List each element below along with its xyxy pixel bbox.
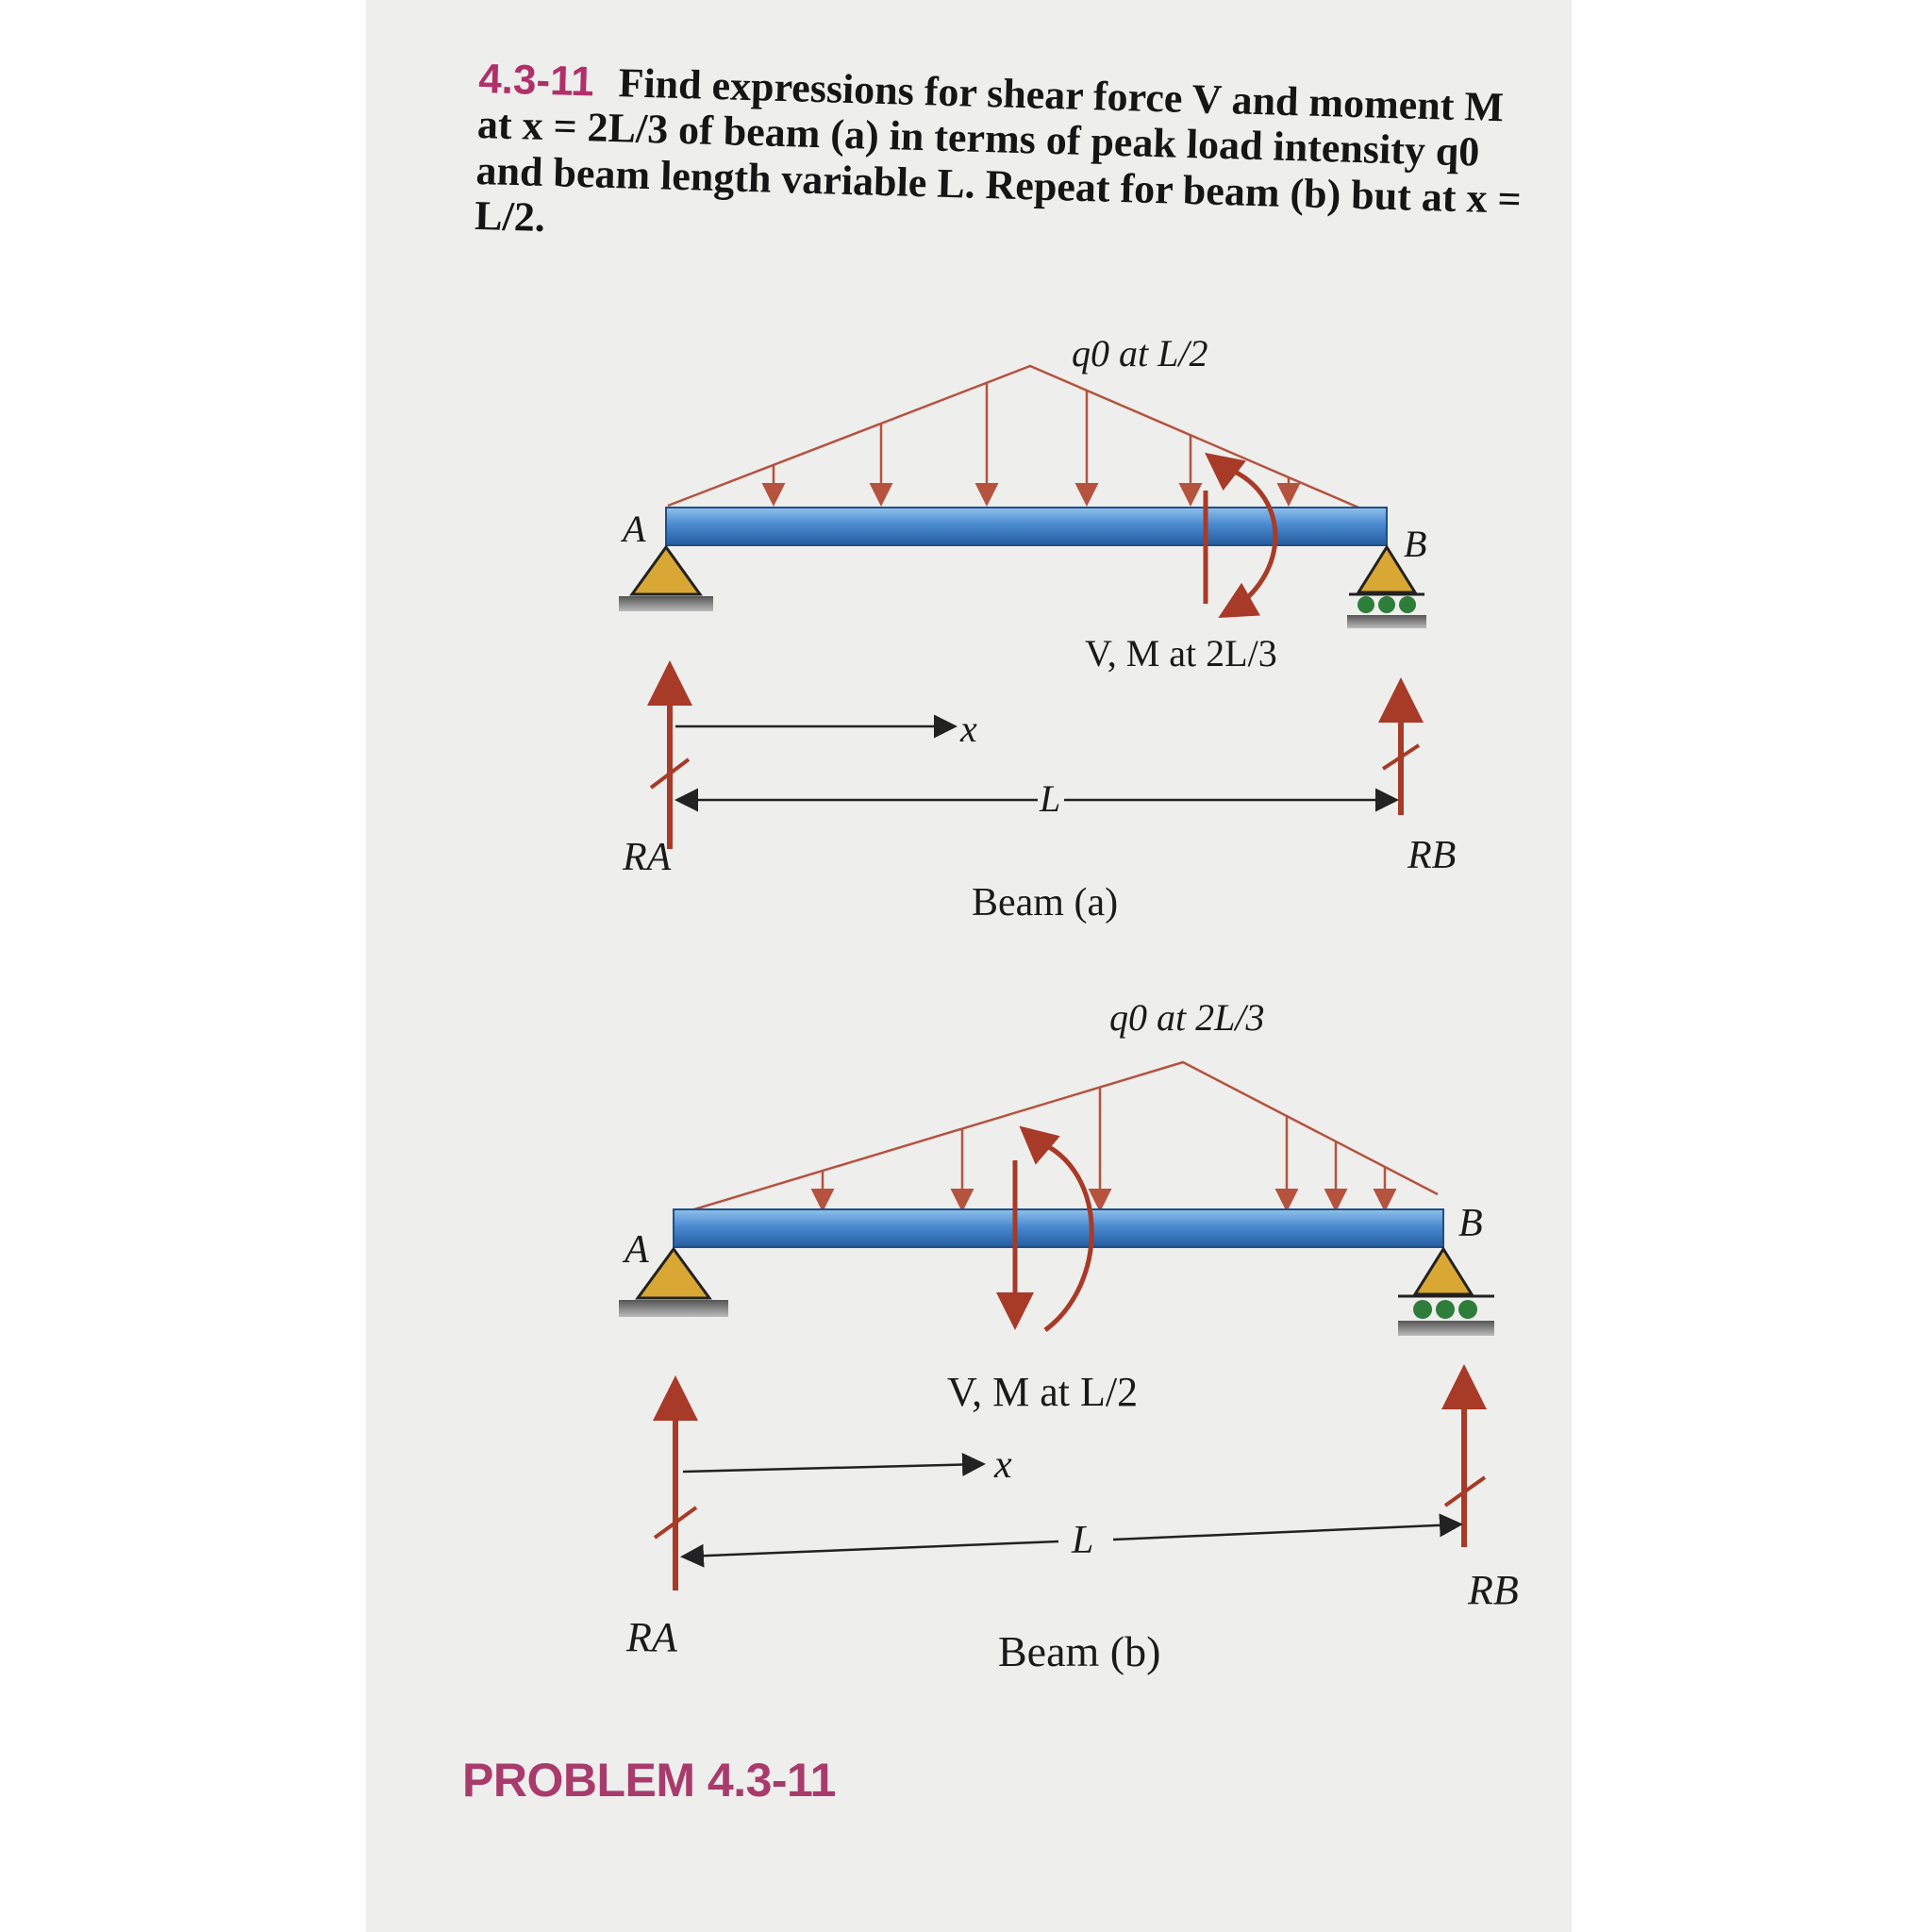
beam-a-x-label: x (960, 708, 977, 750)
beam-a-support-a-label: A (623, 508, 646, 550)
beam-b-support-b-label: B (1458, 1202, 1483, 1245)
beam-a (666, 508, 1387, 545)
beam-b-x-arrow (683, 1464, 981, 1472)
beam-b-section-label: V, M at L/2 (947, 1369, 1139, 1415)
beam-a-length-label: L (1040, 777, 1061, 820)
beam-b-reaction-a-label: RA (626, 1614, 677, 1660)
beam-b-x-label: x (994, 1443, 1012, 1487)
beam-a-figure (619, 332, 1456, 924)
beam-a-section-label: V, M at 2L/3 (1085, 632, 1277, 675)
beam-b-support-a-label: A (625, 1228, 649, 1272)
beam-a-reaction-arrows (651, 672, 1419, 849)
beam-a-pin-support (619, 547, 713, 611)
beam-b-peak-label: q0 at 2L/3 (1109, 996, 1265, 1039)
beam-b-reaction-b-label: RB (1468, 1567, 1519, 1613)
beam-a-peak-label: q0 at L/2 (1072, 332, 1208, 375)
problem-footer-label: PROBLEM 4.3-11 (462, 1754, 836, 1807)
problem-number: 4.3-11 (477, 56, 595, 106)
beam-b-load-envelope (675, 1062, 1438, 1215)
beam-b (674, 1209, 1443, 1247)
beam-b-length-label: L (1072, 1519, 1094, 1562)
beam-a-load-envelope (668, 366, 1385, 519)
beam-a-load-arrows (774, 383, 1289, 502)
beam-b-figure (619, 996, 1519, 1675)
beam-a-reaction-b-label: RB (1407, 834, 1457, 877)
beam-b-caption: Beam (b) (998, 1627, 1161, 1675)
beam-a-caption: Beam (a) (972, 881, 1119, 924)
beam-b-roller-support (1398, 1249, 1494, 1336)
beam-a-reaction-a-label: RA (623, 836, 672, 879)
problem-text: Find expressions for shear force V and moment M at x = 2L/3 of beam (a) in terms of peak load intensity q0 and beam length variable L. Repeat for beam (b) but at x = L/2. (474, 59, 1523, 242)
beam-a-support-b-label: B (1404, 523, 1427, 565)
beam-b-load-arrows (823, 1088, 1385, 1208)
